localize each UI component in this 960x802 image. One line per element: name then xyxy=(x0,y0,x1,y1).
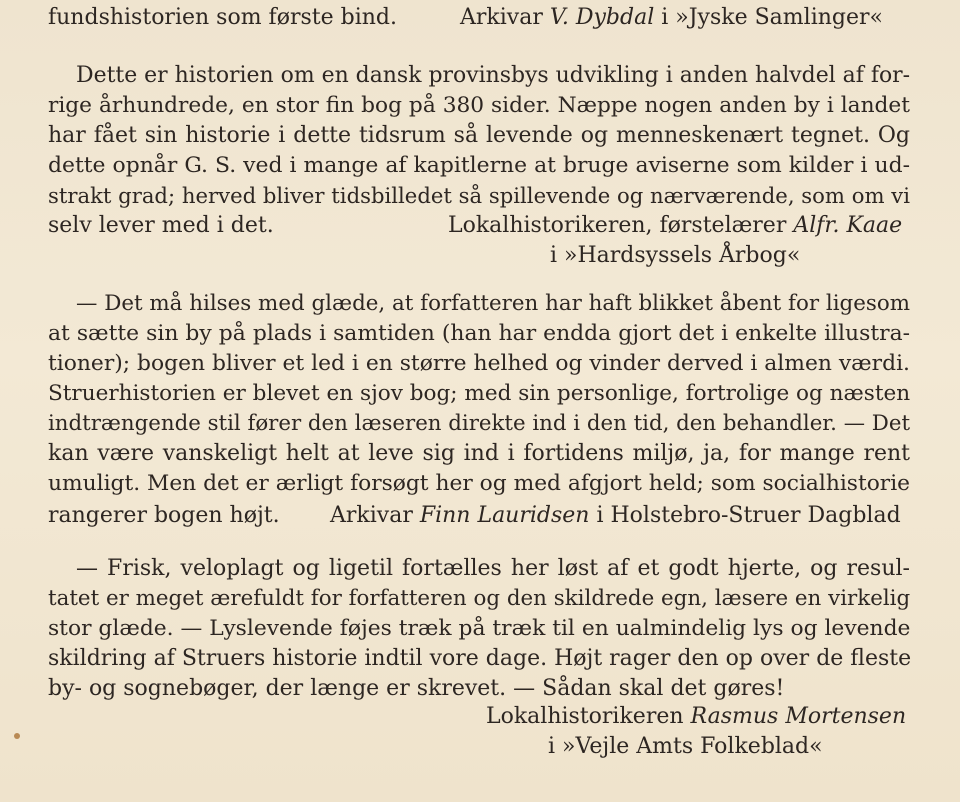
line-text: selv lever med i det. xyxy=(48,213,274,238)
author-name: Alfr. Kaae xyxy=(793,213,903,238)
text-line: skildring af Struers historie indtil vore dage. Højt rager den op over de fleste xyxy=(48,646,912,671)
text-line: — Det må hilses med glæde, at forfatteren har haft blikket åbent for ligesom xyxy=(76,291,910,316)
author-name: V. Dybdal xyxy=(549,5,655,30)
line-text: rangerer bogen højt. xyxy=(48,503,280,528)
attribution: Lokalhistorikeren Rasmus Mortensen xyxy=(486,704,907,729)
author-name: Rasmus Mortensen xyxy=(690,704,907,729)
text-line xyxy=(48,212,910,240)
text-line: tatet er meget ærefuldt for forfatteren og den skildrede egn, læsere en virkelig xyxy=(48,586,911,611)
text-line: strakt grad; herved bliver tidsbilledet så spillevende og nærværende, som om vi xyxy=(48,183,910,208)
attribution: Arkivar V. Dybdal i »Jyske Samlinger« xyxy=(460,5,883,30)
text-line: tioner); bogen bliver et led i en større helhed og vinder derved i almen værdi. xyxy=(48,351,910,376)
source-line: i »Hardsyssels Årbog« xyxy=(550,243,801,268)
attribution: Lokalhistorikeren, førstelærer Alfr. Kaae xyxy=(448,213,903,238)
text-line: Dette er historien om en dansk provinsbys udvikling i anden halvdel af for- xyxy=(76,63,911,88)
source-line: i »Vejle Amts Folkeblad« xyxy=(548,734,823,759)
text-line: — Frisk, veloplagt og ligetil fortælles her løst af et godt hjerte, og resul- xyxy=(76,556,910,581)
text-line: kan være vanskeligt helt at leve sig ind i fortidens miljø, ja, for mange rent xyxy=(48,441,910,466)
text-line: umuligt. Men det er ærligt forsøgt her og med afgjort held; som socialhistorie xyxy=(48,471,911,496)
text-line: by- og sognebøger, der længe er skrevet. — Sådan skal det gøres! xyxy=(48,676,785,701)
author-name: Finn Lauridsen xyxy=(419,503,590,528)
text-line: rige århundrede, en stor fin bog på 380 sider. Næppe nogen anden by i landet xyxy=(48,93,910,118)
line-text: fundshistorien som første bind. xyxy=(48,5,397,30)
attribution: Arkivar Finn Lauridsen i Holstebro-Struer Dagblad xyxy=(330,503,901,528)
paper-stain xyxy=(14,733,20,739)
text-line xyxy=(48,502,910,530)
text-line xyxy=(48,4,910,32)
text-line: dette opnår G. S. ved i mange af kapitlerne at bruge aviserne som kilder i ud- xyxy=(48,153,910,178)
text-line: har fået sin historie i dette tidsrum så levende og menneskenært tegnet. Og xyxy=(48,123,910,148)
text-line: indtrængende stil fører den læseren direkte ind i den tid, den behandler. — Det xyxy=(48,411,910,436)
text-line: Struerhistorien er blevet en sjov bog; med sin personlige, fortrolige og næsten xyxy=(48,381,911,406)
text-line: at sætte sin by på plads i samtiden (han har endda gjort det i enkelte illustra- xyxy=(48,321,910,346)
text-line: stor glæde. — Lyslevende føjes træk på træk til en ualmindelig lys og levende xyxy=(48,616,911,641)
